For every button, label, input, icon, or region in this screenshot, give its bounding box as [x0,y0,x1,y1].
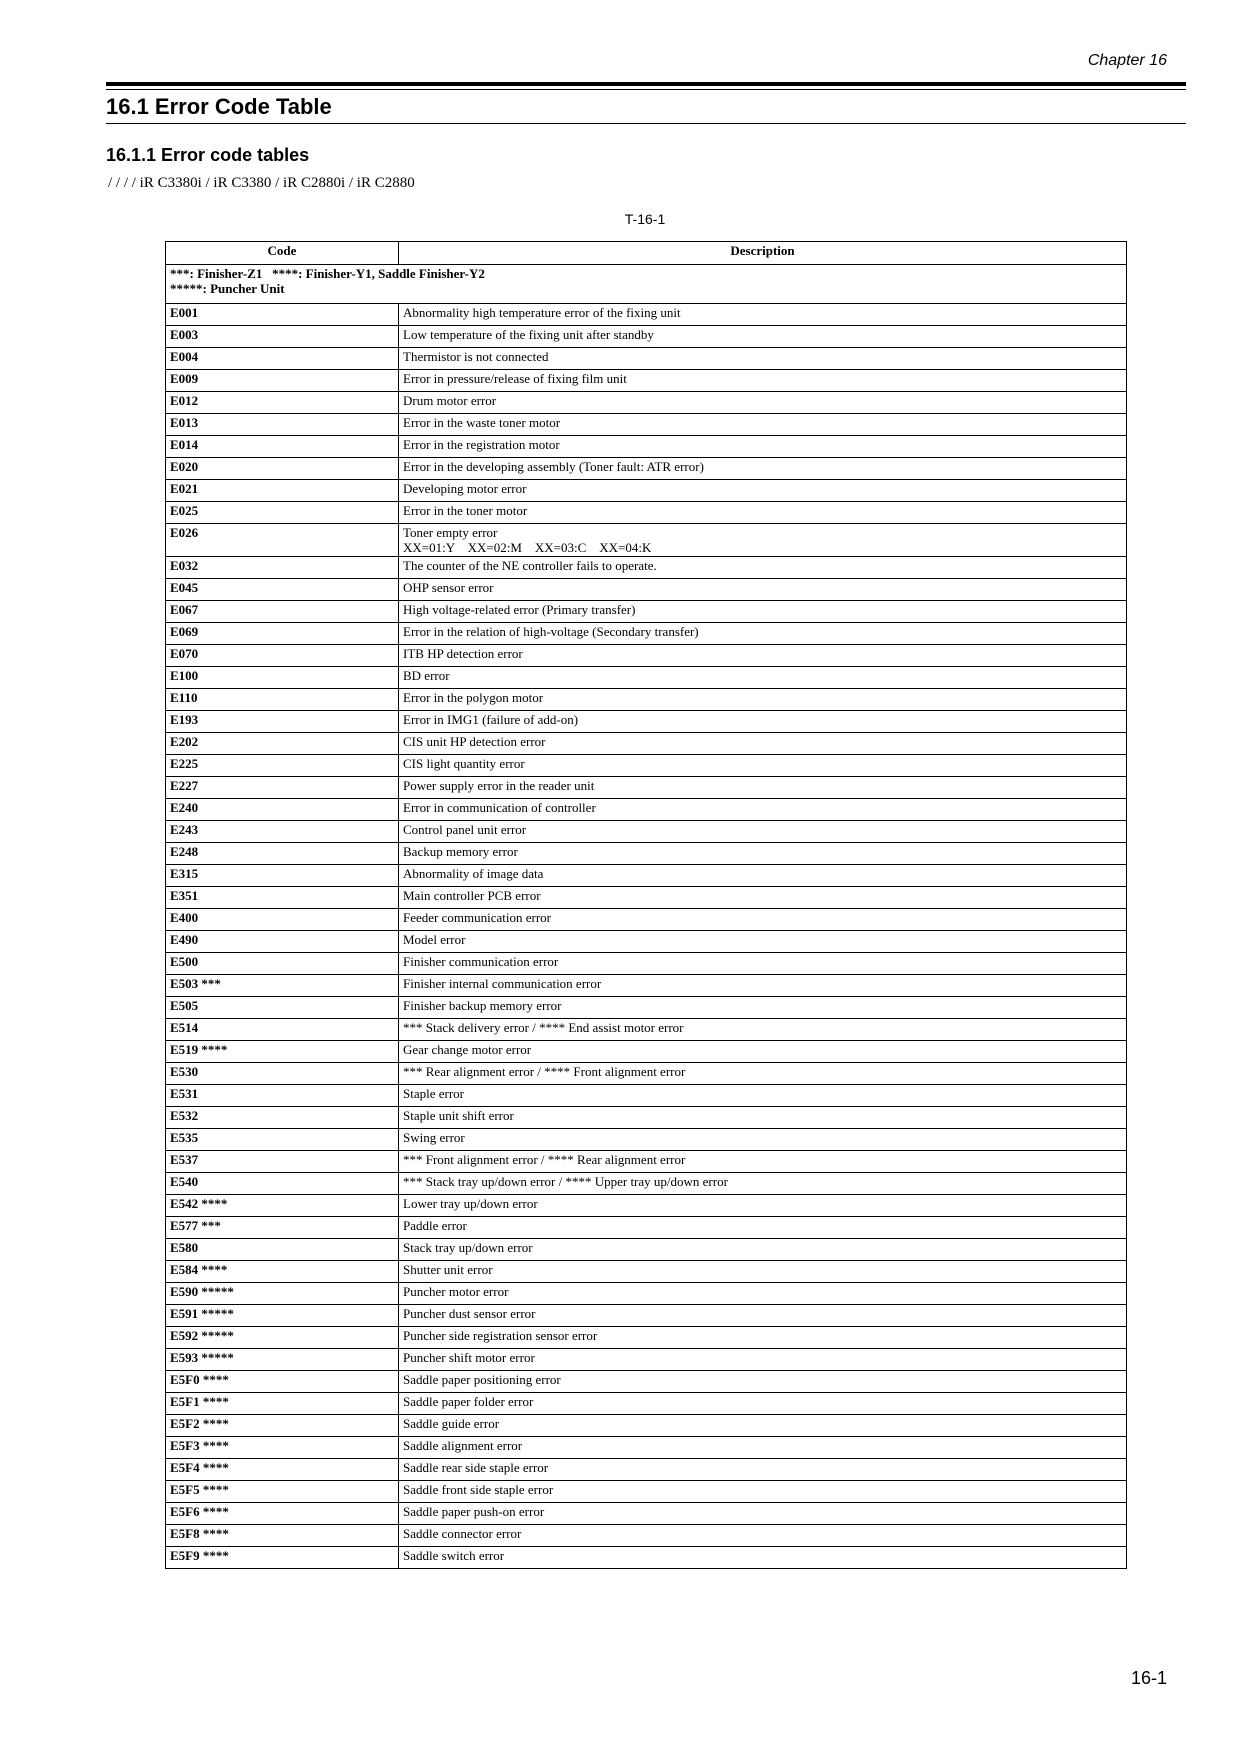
note-line-1: ***: Finisher-Z1 ****: Finisher-Y1, Saddle Finisher-Y2 [170,266,485,281]
error-description-cell: CIS light quantity error [399,755,1127,777]
error-code-table [165,241,1127,1569]
error-code-cell: E5F0 **** [166,1371,399,1393]
table-row [166,1283,1127,1305]
error-description-cell: Low temperature of the fixing unit after standby [399,326,1127,348]
error-description-cell: Puncher motor error [399,1283,1127,1305]
error-code-cell: E009 [166,370,399,392]
table-row [166,1547,1127,1569]
table-row [166,755,1127,777]
error-code-table-wrapper [165,241,1127,1626]
error-description-cell: Model error [399,931,1127,953]
error-code-cell: E193 [166,711,399,733]
error-description-cell: Staple unit shift error [399,1107,1127,1129]
description-line-1: Toner empty error [403,525,498,540]
error-code-cell: E069 [166,623,399,645]
error-code-cell: E5F4 **** [166,1459,399,1481]
error-code-cell: E004 [166,348,399,370]
error-description-cell: Saddle paper positioning error [399,1371,1127,1393]
error-description-cell: *** Front alignment error / **** Rear alignment error [399,1151,1127,1173]
table-row [166,1085,1127,1107]
table-row [166,1371,1127,1393]
error-code-cell: E026 [166,524,399,557]
table-row [166,579,1127,601]
error-description-cell: *** Stack delivery error / **** End assist motor error [399,1019,1127,1041]
error-code-cell: E542 **** [166,1195,399,1217]
table-row [166,887,1127,909]
error-description-cell: Saddle paper folder error [399,1393,1127,1415]
table-row [166,1239,1127,1261]
table-row [166,645,1127,667]
table-row [166,953,1127,975]
error-code-cell: E070 [166,645,399,667]
error-description-cell: High voltage-related error (Primary transfer) [399,601,1127,623]
note-line-2: *****: Puncher Unit [170,281,285,296]
error-code-cell: E100 [166,667,399,689]
error-code-cell: E248 [166,843,399,865]
table-row [166,304,1127,326]
error-description-cell: CIS unit HP detection error [399,733,1127,755]
error-code-cell: E020 [166,458,399,480]
error-description-cell: Shutter unit error [399,1261,1127,1283]
subsection-title: 16.1.1 Error code tables [106,145,310,165]
error-code-cell: E532 [166,1107,399,1129]
table-row [166,1129,1127,1151]
table-row [166,458,1127,480]
error-description-cell: ITB HP detection error [399,645,1127,667]
error-description-cell: Error in pressure/release of fixing film unit [399,370,1127,392]
error-code-cell: E315 [166,865,399,887]
error-description-cell: Puncher side registration sensor error [399,1327,1127,1349]
table-row [166,502,1127,524]
page-number: 16-1 [1130,1668,1167,1688]
error-description-cell: Stack tray up/down error [399,1239,1127,1261]
table-row [166,711,1127,733]
error-code-cell: E5F8 **** [166,1525,399,1547]
table-row [166,689,1127,711]
error-code-cell: E593 ***** [166,1349,399,1371]
table-row [166,1173,1127,1195]
error-description-cell: Abnormality of image data [399,865,1127,887]
error-code-cell: E240 [166,799,399,821]
error-description-cell: *** Stack tray up/down error / **** Upper tray up/down error [399,1173,1127,1195]
error-code-cell: E535 [166,1129,399,1151]
error-code-cell: E5F6 **** [166,1503,399,1525]
table-row [166,1481,1127,1503]
error-description-cell: *** Rear alignment error / **** Front alignment error [399,1063,1127,1085]
error-description-cell [399,524,1127,557]
table-row [166,348,1127,370]
table-row [166,1437,1127,1459]
table-row [166,931,1127,953]
table-row [166,733,1127,755]
table-row [166,1261,1127,1283]
error-description-cell: Swing error [399,1129,1127,1151]
table-row [166,1459,1127,1481]
error-code-cell: E591 ***** [166,1305,399,1327]
table-row [166,1019,1127,1041]
error-code-cell: E400 [166,909,399,931]
table-row [166,392,1127,414]
error-description-cell: Puncher shift motor error [399,1349,1127,1371]
table-row [166,1327,1127,1349]
error-code-cell: E225 [166,755,399,777]
error-description-cell: Staple error [399,1085,1127,1107]
error-description-cell: Power supply error in the reader unit [399,777,1127,799]
table-row [166,326,1127,348]
error-code-cell: E014 [166,436,399,458]
error-description-cell: Drum motor error [399,392,1127,414]
error-code-cell: E351 [166,887,399,909]
error-code-cell: E540 [166,1173,399,1195]
error-code-cell: E110 [166,689,399,711]
table-row [166,843,1127,865]
table-caption: T-16-1 [624,211,666,227]
table-row [166,436,1127,458]
error-description-cell: Puncher dust sensor error [399,1305,1127,1327]
table-row [166,909,1127,931]
error-description-cell: OHP sensor error [399,579,1127,601]
error-description-cell: Saddle switch error [399,1547,1127,1569]
error-code-cell: E5F5 **** [166,1481,399,1503]
error-description-cell: Error in the relation of high-voltage (Secondary transfer) [399,623,1127,645]
models-line: / / / / iR C3380i / iR C3380 / iR C2880i / iR C2880 [108,175,415,191]
error-description-cell: Backup memory error [399,843,1127,865]
error-description-cell: Feeder communication error [399,909,1127,931]
error-code-cell: E584 **** [166,1261,399,1283]
error-code-cell: E514 [166,1019,399,1041]
header-rule-thin [106,89,1186,90]
table-note-row [166,265,1127,304]
error-code-cell: E001 [166,304,399,326]
error-description-cell: Error in the toner motor [399,502,1127,524]
error-code-cell: E243 [166,821,399,843]
column-header-code: Code [166,242,399,265]
table-row [166,821,1127,843]
error-description-cell: Developing motor error [399,480,1127,502]
error-description-cell: Saddle paper push-on error [399,1503,1127,1525]
table-row [166,997,1127,1019]
error-code-cell: E5F2 **** [166,1415,399,1437]
error-code-cell: E592 ***** [166,1327,399,1349]
error-description-cell: Paddle error [399,1217,1127,1239]
table-row [166,1503,1127,1525]
table-row [166,975,1127,997]
error-code-cell: E577 *** [166,1217,399,1239]
error-description-cell: Saddle connector error [399,1525,1127,1547]
error-description-cell: Error in the registration motor [399,436,1127,458]
error-code-cell: E500 [166,953,399,975]
error-description-cell: The counter of the NE controller fails to operate. [399,557,1127,579]
table-row [166,777,1127,799]
table-row [166,1349,1127,1371]
description-line-2: XX=01:Y XX=02:M XX=03:C XX=04:K [403,540,652,555]
error-description-cell: Saddle front side staple error [399,1481,1127,1503]
error-code-cell: E013 [166,414,399,436]
error-code-cell: E025 [166,502,399,524]
error-description-cell: Finisher backup memory error [399,997,1127,1019]
error-description-cell: Saddle alignment error [399,1437,1127,1459]
error-description-cell: Saddle rear side staple error [399,1459,1127,1481]
error-code-cell: E227 [166,777,399,799]
error-code-cell: E503 *** [166,975,399,997]
error-code-cell: E519 **** [166,1041,399,1063]
table-row [166,799,1127,821]
error-description-cell: Main controller PCB error [399,887,1127,909]
error-code-cell: E580 [166,1239,399,1261]
error-code-cell: E045 [166,579,399,601]
column-header-description: Description [399,242,1127,265]
error-description-cell: BD error [399,667,1127,689]
error-code-cell: E5F9 **** [166,1547,399,1569]
error-code-cell: E012 [166,392,399,414]
table-row [166,1107,1127,1129]
table-note [166,265,1127,304]
error-code-cell: E531 [166,1085,399,1107]
error-description-cell: Thermistor is not connected [399,348,1127,370]
table-row [166,524,1127,557]
error-description-cell: Abnormality high temperature error of the fixing unit [399,304,1127,326]
error-code-cell: E590 ***** [166,1283,399,1305]
error-description-cell: Error in IMG1 (failure of add-on) [399,711,1127,733]
error-code-cell: E003 [166,326,399,348]
table-row [166,414,1127,436]
table-row [166,1151,1127,1173]
table-row [166,480,1127,502]
header-rule [106,82,1186,86]
table-row [166,1393,1127,1415]
error-code-cell: E490 [166,931,399,953]
error-code-cell: E067 [166,601,399,623]
error-description-cell: Control panel unit error [399,821,1127,843]
error-code-cell: E021 [166,480,399,502]
error-code-cell: E032 [166,557,399,579]
table-row [166,623,1127,645]
error-description-cell: Lower tray up/down error [399,1195,1127,1217]
error-description-cell: Error in communication of controller [399,799,1127,821]
table-row [166,1415,1127,1437]
table-row [166,557,1127,579]
error-description-cell: Error in the waste toner motor [399,414,1127,436]
error-description-cell: Finisher internal communication error [399,975,1127,997]
error-description-cell: Saddle guide error [399,1415,1127,1437]
table-row [166,1063,1127,1085]
error-description-cell: Error in the developing assembly (Toner fault: ATR error) [399,458,1127,480]
table-row [166,865,1127,887]
error-code-cell: E537 [166,1151,399,1173]
chapter-label: Chapter 16 [1087,52,1167,69]
error-description-cell: Finisher communication error [399,953,1127,975]
error-code-cell: E505 [166,997,399,1019]
table-row [166,1041,1127,1063]
section-title: 16.1 Error Code Table [106,94,332,119]
table-row [166,370,1127,392]
section-rule [106,123,1186,124]
table-header-row [166,242,1127,265]
table-row [166,667,1127,689]
error-code-cell: E5F3 **** [166,1437,399,1459]
error-description-cell: Error in the polygon motor [399,689,1127,711]
table-row [166,1217,1127,1239]
error-code-cell: E530 [166,1063,399,1085]
error-description-cell: Gear change motor error [399,1041,1127,1063]
table-row [166,1525,1127,1547]
error-code-cell: E202 [166,733,399,755]
table-row [166,1305,1127,1327]
error-code-cell: E5F1 **** [166,1393,399,1415]
table-row [166,1195,1127,1217]
table-row [166,601,1127,623]
